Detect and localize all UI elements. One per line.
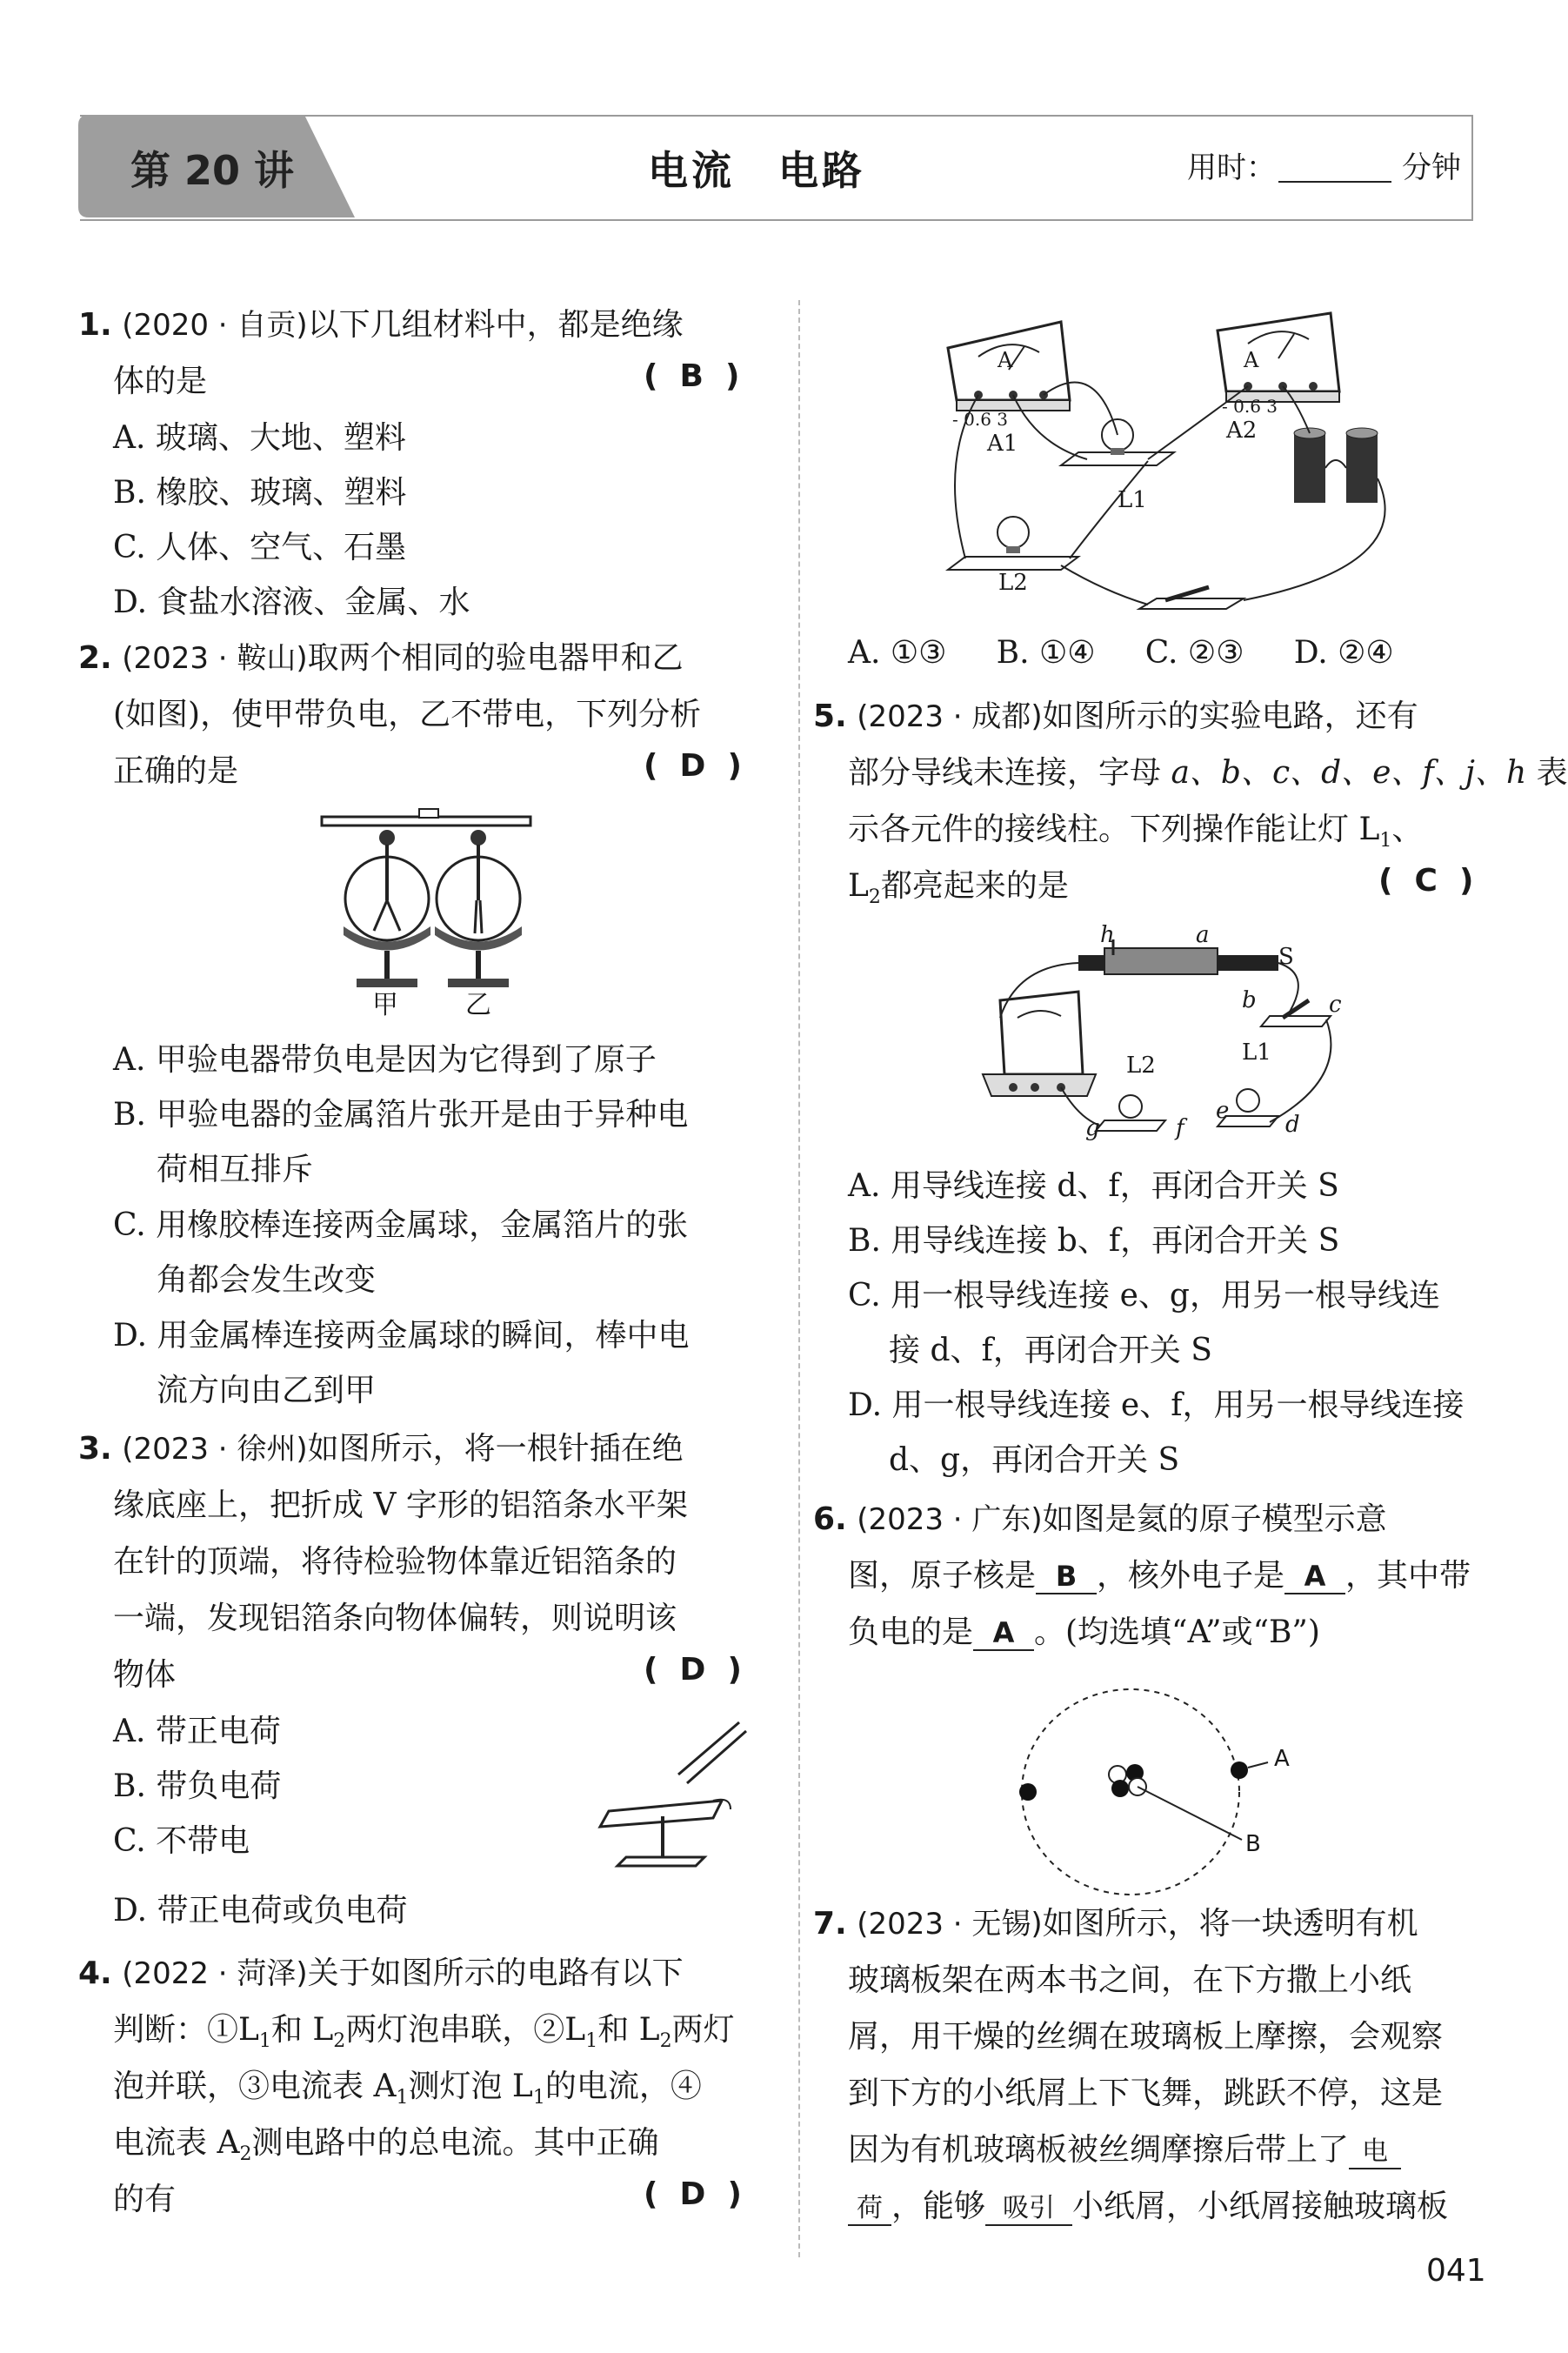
q5-stem: 如图所示的实验电路，还有 xyxy=(1042,699,1418,734)
q5-option-c: C. 用一根导线连接 e、g，用另一根导线连 xyxy=(848,1278,1440,1314)
sub: 2 xyxy=(239,2143,252,2166)
bulb-l1 xyxy=(1061,419,1174,465)
q6-number: 6. xyxy=(813,1501,847,1537)
q3-option-b: B. 带负电荷 xyxy=(113,1768,282,1804)
q3-line1 xyxy=(78,1424,684,1468)
switch xyxy=(1139,587,1244,609)
q3-line5: 物体 xyxy=(113,1657,177,1693)
q4-text: 的电流，④ xyxy=(544,2069,702,2104)
q5-text: 示各元件的接线柱。下列操作能让灯 L xyxy=(848,812,1380,847)
q4-line2 xyxy=(113,2005,735,2052)
q2-option-b-cont: 荷相互排斥 xyxy=(157,1152,314,1187)
q5-option-d: D. 用一根导线连接 e、f，用另一根导线连接 xyxy=(848,1387,1465,1423)
fig-label-l1: L1 xyxy=(1242,1039,1271,1066)
q4-number: 4. xyxy=(78,1955,112,1991)
batteries xyxy=(1294,428,1378,503)
q7-text: ，能够 xyxy=(891,2189,986,2224)
q3-line4: 一端，发现铝箔条向物体偏转，则说明该 xyxy=(113,1601,677,1636)
q5-line3: 示各元件的接线柱。下列操作能让灯 $L_1$、 xyxy=(848,812,1424,852)
q6-text: ，其中带 xyxy=(1345,1558,1471,1594)
fig-label-scale-2: - 0.6 3 xyxy=(1222,396,1278,417)
q6-line1 xyxy=(813,1494,1387,1539)
q7-stem: 如图所示，将一块透明有机 xyxy=(1042,1906,1418,1942)
q7-line4: 到下方的小纸屑上下飞舞，跳跃不停，这是 xyxy=(848,2076,1444,2111)
page-number: 041 xyxy=(1426,2253,1486,2289)
time-unit: 分钟 xyxy=(1402,150,1461,185)
sub: 2 xyxy=(659,2030,672,2053)
q7-blank-attract[interactable]: 吸引 xyxy=(985,2186,1072,2226)
q3-stem: 如图所示，将一根针插在绝 xyxy=(307,1431,684,1467)
q2-line2: (如图)，使甲带负电，乙不带电，下列分析 xyxy=(113,697,702,732)
q3-option-c: C. 不带电 xyxy=(113,1823,250,1859)
q5-option-b: B. 用导线连接 b、f，再闭合开关 S xyxy=(848,1223,1340,1259)
fig-label-a: a xyxy=(1196,922,1210,948)
page-title: 电流 电路 xyxy=(648,147,865,194)
q7-number: 7. xyxy=(813,1906,847,1942)
q3-option-a: A. 带正电荷 xyxy=(113,1714,281,1749)
fig-label-e: e xyxy=(1216,1098,1230,1124)
q5-line2 xyxy=(848,748,1568,792)
q3-option-d: D. 带正电荷或负电荷 xyxy=(113,1893,408,1929)
q4-text: 两灯 xyxy=(671,2012,735,2048)
q4-line4 xyxy=(113,2118,658,2165)
q7-text: 因为有机玻璃板被丝绸摩擦后带上了 xyxy=(848,2132,1350,2168)
q7-blank-charge-1[interactable]: 电 xyxy=(1349,2129,1401,2169)
q1-option-a: A. 玻璃、大地、塑料 xyxy=(113,420,406,456)
q6-line2 xyxy=(848,1551,1471,1595)
q5-terminals: a、b、c、d、e、f、j、h xyxy=(1171,755,1527,791)
electroscope-figure xyxy=(322,805,539,1005)
q5-answer: ( C ) xyxy=(1378,863,1474,899)
q5-text: 表 xyxy=(1526,755,1568,791)
ammeter-a2 xyxy=(1218,313,1339,402)
q5-number: 5. xyxy=(813,699,847,734)
q5-text: 、 xyxy=(1391,812,1424,847)
q6-blank-electron[interactable]: A xyxy=(1284,1560,1345,1594)
time-blank[interactable] xyxy=(1278,181,1391,183)
electron-right xyxy=(1231,1761,1248,1779)
fig-label-a: A xyxy=(998,348,1013,372)
q5-option-c-cont: 接 d、f，再闭合开关 S xyxy=(889,1333,1212,1368)
switch-s xyxy=(1261,1000,1331,1026)
fig-label-l1: L1 xyxy=(1118,487,1147,513)
q1-answer: ( B ) xyxy=(644,358,740,394)
q1-stem: 以下几组材料中，都是绝缘 xyxy=(307,307,684,343)
q6-text: 。(均选填“A”或“B”) xyxy=(1034,1614,1320,1650)
q5-line1 xyxy=(813,692,1418,736)
bulb-l2 xyxy=(948,517,1078,570)
q5-text: L xyxy=(848,868,869,904)
q1-line1 xyxy=(78,300,684,344)
q2-option-a: A. 甲验电器带负电是因为它得到了原子 xyxy=(113,1042,657,1078)
q4-option-d: D. ②④ xyxy=(1293,635,1394,671)
q4-stem: 关于如图所示的电路有以下 xyxy=(307,1955,684,1991)
q2-option-c-cont: 角都会发生改变 xyxy=(157,1262,377,1298)
sub: 2 xyxy=(333,2030,346,2053)
fig-label-b: b xyxy=(1242,987,1257,1013)
q6-text: 负电的是 xyxy=(848,1614,974,1650)
q1-line2 xyxy=(113,357,207,401)
fig-label-l2: L2 xyxy=(1126,1053,1156,1079)
fig-label-g: g xyxy=(1085,1115,1100,1141)
q5-option-a: A. 用导线连接 d、f，再闭合开关 S xyxy=(848,1168,1339,1204)
q1-answer-value: B xyxy=(679,358,704,394)
fig-label-a1: A1 xyxy=(987,431,1018,457)
q6-line3 xyxy=(848,1608,1320,1652)
q4-text: 电流表 A xyxy=(113,2125,240,2161)
q5-text: 部分导线未连接，字母 xyxy=(848,755,1171,791)
q6-source: (2023 · 广东) xyxy=(857,1502,1043,1537)
q4-line5: 的有 xyxy=(113,2182,177,2217)
q5-source: (2023 · 成都) xyxy=(857,699,1043,734)
q1-option-d: D. 食盐水溶液、金属、水 xyxy=(113,585,470,620)
q4-option-a: A. ①③ xyxy=(848,635,947,671)
q5-option-d-cont: d、g，再闭合开关 S xyxy=(889,1442,1180,1478)
electron-left xyxy=(1019,1783,1037,1801)
q4-line1 xyxy=(78,1949,684,1993)
q1-number: 1. xyxy=(78,307,112,343)
q4-text: 测电路中的总电流。其中正确 xyxy=(251,2125,659,2161)
q4-line3 xyxy=(113,2062,702,2109)
q6-stem: 如图是氦的原子模型示意 xyxy=(1042,1501,1387,1537)
q3-line2: 缘底座上，把折成 V 字形的铝箔条水平架 xyxy=(113,1487,688,1523)
q4-option-c: C. ②③ xyxy=(1144,635,1244,671)
q3-answer: ( D ) xyxy=(644,1652,742,1688)
atom-label-b: B xyxy=(1245,1831,1261,1857)
q6-text: 图，原子核是 xyxy=(848,1558,1037,1594)
q2-line3: 正确的是 xyxy=(113,753,239,789)
fig-label-a-2: A xyxy=(1244,348,1259,372)
q2-option-d: D. 用金属棒连接两金属球的瞬间，棒中电 xyxy=(113,1318,690,1354)
q1-source: (2020 · 自贡) xyxy=(122,308,308,343)
q5-line4: $L_2$都亮起来的是 xyxy=(848,868,1069,909)
q5-text: 都亮起来的是 xyxy=(880,868,1069,904)
fig-label-d: d xyxy=(1285,1112,1300,1138)
q2-option-b: B. 甲验电器的金属箔片张开是由于异种电 xyxy=(113,1097,689,1133)
sub: 1 xyxy=(532,2087,545,2109)
q4-text: 两灯泡串联，②L xyxy=(345,2012,586,2048)
q7-line2: 玻璃板架在两本书之间，在下方撒上小纸 xyxy=(848,1962,1412,1998)
label-yi: 乙 xyxy=(465,990,491,1020)
q2-line1 xyxy=(78,633,684,678)
q4-text: 泡并联，③电流表 A xyxy=(113,2069,397,2104)
atom-label-a: A xyxy=(1274,1746,1290,1772)
nucleus xyxy=(1109,1764,1146,1797)
q2-answer-value: D xyxy=(679,748,706,784)
q5-answer-value: C xyxy=(1414,863,1438,899)
q7-text: 小纸屑，小纸屑接触玻璃板 xyxy=(1072,2189,1449,2224)
sub: 1 xyxy=(258,2030,271,2053)
bulb-l2 xyxy=(1096,1095,1165,1131)
column-divider xyxy=(798,300,800,2257)
q2-option-d-cont: 流方向由乙到甲 xyxy=(157,1373,377,1408)
q4-text: 和 L xyxy=(597,2012,660,2048)
ammeter xyxy=(983,992,1096,1096)
q6-blank-nucleus[interactable]: B xyxy=(1036,1560,1097,1594)
q2-answer: ( D ) xyxy=(644,748,742,784)
q4-options xyxy=(848,635,1394,671)
q2-stem: 取两个相同的验电器甲和乙 xyxy=(307,640,684,676)
q3-source: (2023 · 徐州) xyxy=(122,1432,308,1467)
fig-label-c: c xyxy=(1329,992,1342,1018)
sub: 1 xyxy=(396,2087,409,2109)
fig-label-scale: - 0.6 3 xyxy=(952,409,1009,430)
q6-blank-negative[interactable]: A xyxy=(973,1616,1034,1651)
helium-atom-figure xyxy=(1018,1679,1296,1905)
q7-line3: 屑，用干燥的丝绸在玻璃板上摩擦，会观察 xyxy=(848,2019,1444,2055)
q1-option-c: C. 人体、空气、石墨 xyxy=(113,530,407,565)
lesson-number: 第 20 讲 xyxy=(130,147,295,194)
q1-stem-2: 体的是 xyxy=(113,364,208,399)
time-label: 用时： xyxy=(1187,150,1276,185)
fig-label-l2: L2 xyxy=(998,570,1028,596)
q2-source: (2023 · 鞍山) xyxy=(122,641,308,676)
electroscope-jia xyxy=(344,830,430,987)
q4-answer-value: D xyxy=(679,2176,706,2212)
fig-label-f: f xyxy=(1176,1115,1184,1141)
q2-option-c: C. 用橡胶棒连接两金属球，金属箔片的张 xyxy=(113,1207,689,1243)
q4-text: 测灯泡 L xyxy=(408,2069,533,2104)
q7-source: (2023 · 无锡) xyxy=(857,1907,1043,1942)
fig-label-a2: A2 xyxy=(1226,418,1258,444)
q3-answer-value: D xyxy=(679,1652,706,1688)
q3-number: 3. xyxy=(78,1431,112,1467)
fig-label-h: h xyxy=(1100,922,1115,948)
q4-answer: ( D ) xyxy=(644,2176,742,2212)
q7-line1 xyxy=(813,1899,1418,1943)
q4-source: (2022 · 菏泽) xyxy=(122,1956,308,1991)
sub: 1 xyxy=(585,2030,598,2053)
q1-option-b: B. 橡胶、玻璃、塑料 xyxy=(113,475,407,511)
q7-line5 xyxy=(848,2125,1401,2169)
q3-line3: 在针的顶端，将待检验物体靠近铝箔条的 xyxy=(113,1544,677,1580)
fig-label-s: S xyxy=(1278,944,1294,970)
q4-text: 和 L xyxy=(270,2012,334,2048)
q2-number: 2. xyxy=(78,640,112,676)
q4-text: 判断：①L xyxy=(113,2012,259,2048)
q7-blank-charge-2[interactable]: 荷 xyxy=(848,2186,891,2226)
foil-figure xyxy=(591,1714,748,1870)
label-jia: 甲 xyxy=(372,990,398,1020)
q7-line6 xyxy=(848,2182,1448,2226)
q4-option-b: B. ①④ xyxy=(996,635,1096,671)
q6-text: ，核外电子是 xyxy=(1097,1558,1285,1594)
electroscope-yi xyxy=(435,830,522,987)
